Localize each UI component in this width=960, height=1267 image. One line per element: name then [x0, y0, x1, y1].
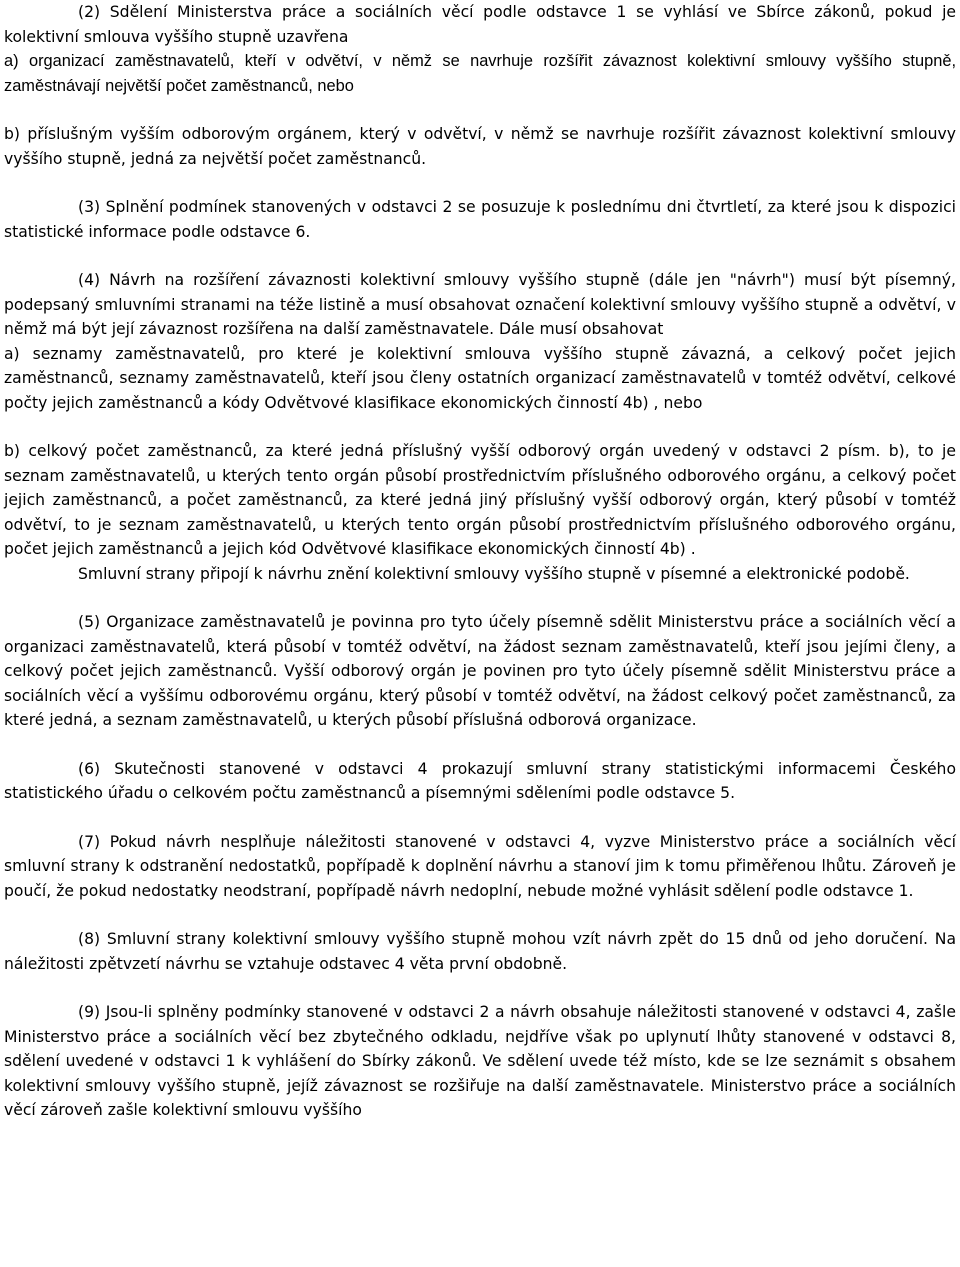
- paragraph-8: (8) Smluvní strany kolektivní smlouvy vyššího stupně mohou vzít návrh zpět do 15 dnů od jeho doručení. Na náležitosti zpětvzetí návrhu se vztahuje odstavec 4 věta první obdobně.: [4, 930, 956, 973]
- paragraph-3: (3) Splnění podmínek stanovených v odstavci 2 se posuzuje k poslednímu dni čtvrtletí, za které jsou k dispozici statistické informace podle odstavce 6.: [4, 198, 956, 241]
- paragraph-4-item-a: a) seznamy zaměstnavatelů, pro které je kolektivní smlouva vyššího stupně závazná, a celkový počet jejich zaměstnanců, seznamy zaměstnavatelů, kteří jsou členy ostatních organizací zaměstnavatelů v tomtéž odvětví, celkové počty jejich zaměstnanců a kódy Odvětvové klasifikace ekonomických činností 4b) , nebo: [4, 344, 956, 412]
- paragraph-5: (5) Organizace zaměstnavatelů je povinna pro tyto účely písemně sdělit Ministerstvu práce a sociálních věcí a organizaci zaměstnavatelů, která působí v tomtéž odvětví, na žádost seznam zaměstnavatelů, kteří jsou jejími členy, a celkový počet jejich zaměstnanců. Vyšší odborový orgán je povinen pro tyto účely písemně sdělit Ministerstvu práce a sociálních věcí a vyššímu odborovému orgánu, který působí v tomtéž odvětví, na žádost celkový počet zaměstnanců, za které jedná, a seznam zaměstnavatelů, u kterých působí příslušná odborová organizace.: [4, 613, 956, 729]
- paragraph-4-closing: Smluvní strany připojí k návrhu znění kolektivní smlouvy vyššího stupně v písemné a elektronické podobě.: [78, 564, 910, 583]
- paragraph-4-intro: (4) Návrh na rozšíření závaznosti kolektivní smlouvy vyššího stupně (dále jen "návrh") musí být písemný, podepsaný smluvními stranami na téže listině a musí obsahovat označení kolektivní smlouvy vyššího stupně a odvětví, v němž má být její závaznost rozšířena na další zaměstnavatele. Dále musí obsahovat: [4, 271, 956, 338]
- document-page: [4, 0, 956, 1123]
- paragraph-4-item-b: b) celkový počet zaměstnanců, za které jedná příslušný vyšší odborový orgán uvedený v odstavci 2 písm. b), to je seznam zaměstnavatelů, u kterých tento orgán působí prostřednictvím příslušného odborového orgánu, a celkový počet jejich zaměstnanců, a počet zaměstnanců, za které jedná jiný příslušný vyšší odborový orgán, který působí v tomtéž odvětví, to je seznam zaměstnavatelů, u kterých tento orgán působí prostřednictvím příslušného odborového orgánu, počet jejich zaměstnanců a jejich kód Odvětvové klasifikace ekonomických činností 4b) .: [4, 442, 956, 558]
- paragraph-2-item-b: b) příslušným vyšším odborovým orgánem, který v odvětví, v němž se navrhuje rozšířit závaznost kolektivní smlouvy vyššího stupně, jedná za největší počet zaměstnanců.: [4, 125, 956, 168]
- paragraph-7: (7) Pokud návrh nesplňuje náležitosti stanovené v odstavci 4, vyzve Ministerstvo práce a sociálních věcí smluvní strany k odstranění nedostatků, popřípadě k doplnění návrhu a stanoví jim k tomu přiměřenou lhůtu. Zároveň je poučí, že pokud nedostatky neodstraní, popřípadě návrh nedoplní, nebude možné vyhlásit sdělení podle odstavce 1.: [4, 832, 956, 900]
- paragraph-2-item-a: a) organizací zaměstnavatelů, kteří v odvětví, v němž se navrhuje rozšířit závaznost kolektivní smlouvy vyššího stupně, zaměstnávají největší počet zaměstnanců, nebo: [4, 52, 956, 95]
- paragraph-6: (6) Skutečnosti stanovené v odstavci 4 prokazují smluvní strany statistickými informacemi Českého statistického úřadu o celkovém počtu zaměstnanců a písemnými sděleními podle odstavce 5.: [4, 759, 956, 802]
- paragraph-2-intro: (2) Sdělení Ministerstva práce a sociálních věcí podle odstavce 1 se vyhlásí ve Sbírce zákonů, pokud je kolektivní smlouva vyššího stupně uzavřena: [4, 3, 956, 46]
- paragraph-9: (9) Jsou-li splněny podmínky stanovené v odstavci 2 a návrh obsahuje náležitosti stanovené v odstavci 4, zašle Ministerstvo práce a sociálních věcí bez zbytečného odkladu, nejdříve však po uplynutí lhůty stanovené v odstavci 8, sdělení uvedené v odstavci 1 k vyhlášení do Sbírky zákonů. Ve sdělení uvede též místo, kde se lze seznámit s obsahem kolektivní smlouvy vyššího stupně, jejíž závaznost se rozšiřuje na další zaměstnavatele. Ministerstvo práce a sociálních věcí zároveň zašle kolektivní smlouvu vyššího: [4, 1003, 956, 1119]
